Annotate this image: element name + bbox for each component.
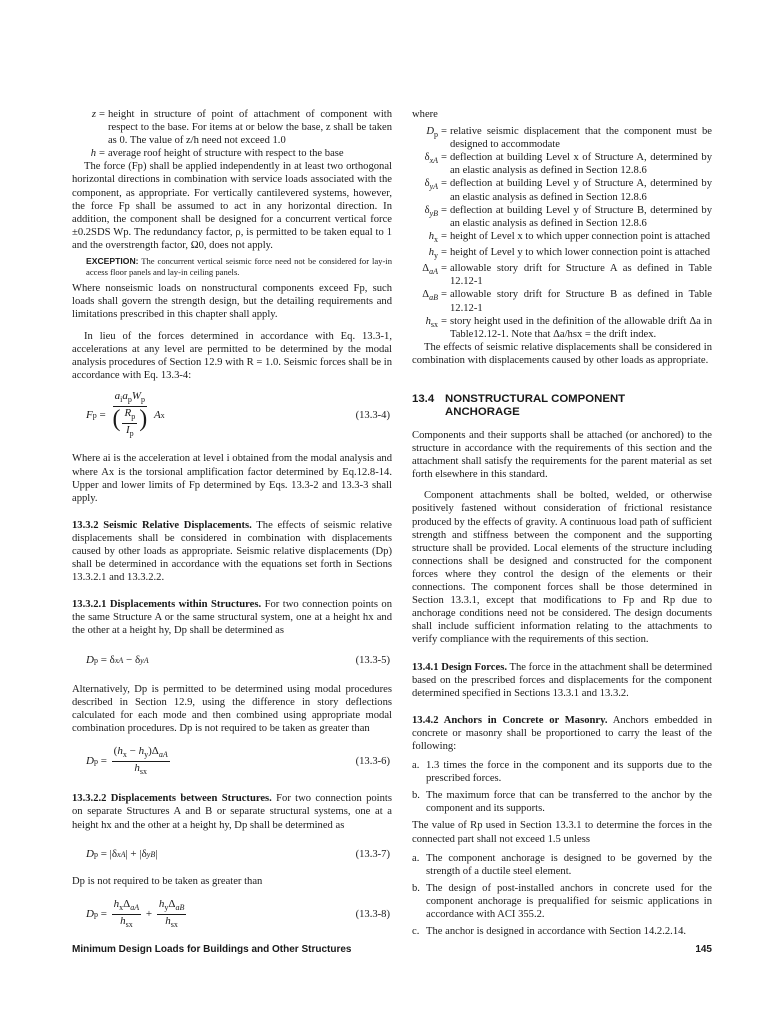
- rp-conditions-list: [412, 852, 712, 939]
- equation-number: (13.3-6): [355, 756, 390, 768]
- definition-h: h = average roof height of structure with respect to the base: [90, 148, 344, 160]
- equation-number: (13.3-4): [355, 409, 390, 421]
- section-13-4-1: 13.4.1 Design Forces. The force in the attachment shall be determined based on the prescribed forces and displacements for the component determined specified in Sections 13.3.1 and 13.3.2.: [412, 661, 713, 699]
- paragraph-modal-analysis: In lieu of the forces determined in accordance with Eq. 13.3-1, accelerations at any level are permitted to be determined by the modal analysis procedures of Section 12.9 with R = 1.0. Seismic forces shall be in accordance with Eq. 13.3-4:: [72, 330, 392, 381]
- paragraph-effects: The effects of seismic relative displacements shall be considered in combination with displacements caused by other loads as appropriate.: [412, 341, 712, 366]
- equation-13-3-6: D p = $\frac{(h_x - h_y)\Delta_{aA}}{h_{sx}}$ (13.3-6): [86, 744, 390, 777]
- section-13-3-2-1: 13.3.2.1 Displacements within Structures. For two connection points on the same Structure A or the same structural system, one at a height hx and the other at a height hy, Dp shall be determined as: [72, 599, 392, 637]
- where-label: where: [412, 109, 438, 120]
- definition-hx: $h_x$ = height of Level x to which upper connection point is attached: [428, 230, 711, 244]
- section-13-3-2: 13.3.2 Seismic Relative Displacements. The effects of seismic relative displacements shall be considered in combination with displacements caused by other loads as appropriate. Seismic relative displacements (Dp) shall be determined in accordance with the equations set forth in Sections 13.3.2.1 and 13.3.2.2.: [72, 519, 392, 584]
- equation-number: (13.3-8): [355, 908, 390, 920]
- list-text: The design of post-installed anchors in concrete used for the component anchorage is prequalified for seismic applications in accordance with ACI 355.2.: [426, 882, 712, 920]
- equation-number: (13.3-7): [355, 848, 390, 860]
- list-marker: c.: [412, 926, 420, 938]
- paragraph-nonseismic-loads: Where nonseismic loads on nonstructural components exceed Fp, such loads shall govern the strength design, but the detailing requirements and limitations prescribed in this chapter shall apply.: [72, 283, 392, 321]
- list-item: [412, 882, 712, 921]
- list-marker: b.: [412, 790, 420, 802]
- list-item: [412, 759, 712, 785]
- list-item: [412, 852, 712, 878]
- equation-13-3-4: F p = $a_ia_pW_p$ ( $\frac{R_p}{I_p}$ ) A x (13.3-4): [86, 389, 390, 439]
- left-column: [72, 108, 392, 931]
- definition-hy: $h_y$ = height of Level y to which lower connection point is attached: [428, 247, 711, 261]
- paragraph-force-application: The force (Fp) shall be applied independently in at least two orthogonal horizontal directions in combination with service loads associated with the component, as appropriate. For vertically cantilevered systems, however, the force Fp shall be assumed to act in any horizontal direction. In addition, the component shall be designed for a concurrent vertical force ±0.2SDS Wp. The redundancy factor, ρ, is permitted to be taken equal to 1 and the overstrength factor, Ω0, does not apply.: [72, 161, 392, 251]
- section-heading: 13.3.2.2 Displacements between Structures.: [72, 793, 272, 805]
- section-heading-13-4: 13.4 NONSTRUCTURAL COMPONENT ANCHORAGE: [412, 393, 626, 418]
- equation-13-3-5: D p = δ xA − δ yA (13.3-5): [86, 653, 390, 666]
- list-item: [412, 789, 712, 815]
- list-item: [412, 925, 712, 938]
- variable-definitions: [412, 125, 712, 341]
- footer-title: Minimum Design Loads for Buildings and Other Structures: [72, 944, 352, 955]
- definition-Delta-aB: $\Delta_{aB}$ = allowable story drift for Structure B as defined in Table 12.12-1: [422, 289, 712, 314]
- equation-13-3-7: D p = |δ xA | + |δ yB | (13.3-7): [86, 847, 390, 860]
- exception-note: EXCEPTION: The concurrent vertical seismic force need not be considered for lay-in access floor panels and lay-in ceiling panels.: [86, 256, 392, 277]
- section-heading: 13.3.2.1 Displacements within Structures.: [72, 599, 262, 611]
- list-marker: b.: [412, 882, 420, 894]
- anchor-force-list: [412, 759, 712, 815]
- definition-hsx: $h_{sx}$ = story height used in the definition of the allowable drift Δa in Table12.12-1. Note that Δa/hsx = the drift index.: [425, 315, 712, 340]
- paragraph-component-attachments: Component attachments shall be bolted, welded, or otherwise positively fastened without consideration of frictional resistance produced by the effects of gravity. A continuous load path of sufficient strength and stiffness between the component and the supporting structure shall be provided. Local elements of the structure including connections shall be designed and constructed for the component forces where they control the design of the elements or their connections. The component forces shall be those determined in Section 13.3.1, except that modifications to Fp and Rp due to anchorage conditions need not be considered. The design documents shall include sufficient information relating to the attachments to verify compliance with the requirements of this section.: [412, 490, 712, 646]
- section-heading: 13.4.2 Anchors in Concrete or Masonry.: [412, 714, 608, 726]
- paragraph-alternative-modal: Alternatively, Dp is permitted to be determined using modal procedures described in Section 12.9, using the difference in story deflections calculated for each mode and then combined using appropriate modal combination procedures. Dp is not required to be taken as greater than: [72, 683, 392, 734]
- section-13-3-2-2: 13.3.2.2 Displacements between Structures. For two connection points on separate Structures A and B or separate structural systems, one at a height hx and the other at a height hy, Dp shall be determined as: [72, 793, 392, 831]
- list-text: 1.3 times the force in the component and its supports due to the prescribed forces.: [426, 760, 712, 785]
- equation-number: (13.3-5): [355, 654, 390, 666]
- definition-Dp: $D_p$ = relative seismic displacement that the component must be designed to accommodate: [426, 126, 712, 151]
- equation-13-3-8: D p = $\frac{h_x\Delta_{aA}}{h_{sx}}$ + $\frac{h_y\Delta_{aB}}{h_{sx}}$ (13.3-8): [86, 897, 390, 930]
- definition-z: z = height in structure of point of attachment of component with respect to the base. For items at or below the base, z shall be taken as 0. The value of z/h need not exceed 1.0: [91, 109, 392, 147]
- paragraph-acceleration-def: Where ai is the acceleration at level i obtained from the modal analysis and where Ax is the torsional amplification factor determined by Eq.12.8-14. Upper and lower limits of Fp determined by Eqs. 13.3-2 and 13.3-3 shall apply.: [72, 453, 392, 504]
- definition-Delta-aA: $\Delta_{aA}$ = allowable story drift for Structure A as defined in Table 12.12-1: [422, 263, 712, 288]
- section-13-4-2: 13.4.2 Anchors in Concrete or Masonry. Anchors embedded in concrete or masonry shall be proportioned to carry the least of the following:: [412, 714, 712, 752]
- list-text: The anchor is designed in accordance with Section 14.2.2.14.: [426, 926, 687, 938]
- section-heading: 13.3.2 Seismic Relative Displacements.: [72, 519, 252, 531]
- section-heading: 13.4.1 Design Forces.: [412, 661, 507, 673]
- definitions-list: [72, 108, 392, 160]
- list-text: The maximum force that can be transferred to the anchor by the component and its supports.: [426, 790, 712, 815]
- definition-delta-yB: $\delta_{yB}$ = deflection at building Level y of Structure B, determined by an elastic analysis as defined in Section 12.8.6: [424, 204, 712, 229]
- paragraph-rp-limit: The value of Rp used in Section 13.3.1 to determine the forces in the connected part shall not exceed 1.5 unless: [412, 820, 712, 845]
- paragraph-components-attached: Components and their supports shall be attached (or anchored) to the structure in accordance with the requirements of this section and the attachment shall satisfy the requirements for the parent material as set forth elsewhere in this standard.: [412, 430, 712, 481]
- page-number: 145: [695, 944, 712, 955]
- right-column: [412, 108, 712, 942]
- paragraph-not-required: Dp is not required to be taken as greater than: [72, 875, 263, 887]
- list-marker: a.: [412, 852, 420, 864]
- list-text: The component anchorage is designed to be governed by the strength of a ductile steel element.: [426, 852, 712, 877]
- list-marker: a.: [412, 760, 420, 772]
- definition-delta-xA: $\delta_{xA}$ = deflection at building Level x of Structure A, determined by an elastic analysis as defined in Section 12.8.6: [424, 152, 712, 177]
- definition-delta-yA: $\delta_{yA}$ = deflection at building Level y of Structure A, determined by an elastic analysis as defined in Section 12.8.6: [424, 178, 712, 203]
